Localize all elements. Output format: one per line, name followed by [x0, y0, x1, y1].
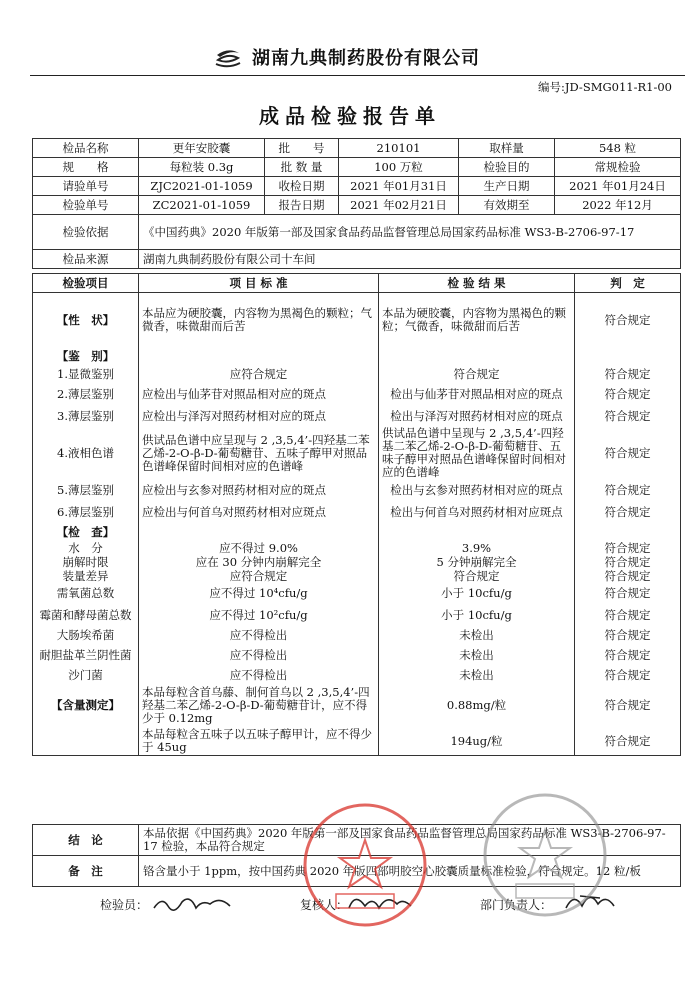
purpose: 常规检验 — [555, 158, 681, 177]
source-label: 检品来源 — [33, 250, 139, 269]
item-cell: 沙门菌 — [33, 667, 139, 683]
basis-label: 检验依据 — [33, 215, 139, 250]
document-number: 编号:JD-SMG011-R1-00 — [538, 80, 672, 94]
result-cell: 小于 10cfu/g — [379, 603, 575, 627]
table-row — [33, 383, 681, 405]
table-row — [33, 643, 681, 667]
standard-cell: 应不得过 10²cfu/g — [139, 603, 379, 627]
item-cell: 大肠埃希菌 — [33, 627, 139, 643]
table-row — [33, 683, 681, 727]
standard-cell: 应检出与仙茅苷对照品相对应的斑点 — [139, 383, 379, 405]
judge-cell: 符合规定 — [575, 501, 681, 523]
judge-cell: 符合规定 — [575, 555, 681, 569]
table-row — [33, 583, 681, 603]
result-cell: 符合规定 — [379, 569, 575, 583]
conclusion-text: 本品依据《中国药典》2020 年版第一部及国家食品药品监督管理总局国家药品标准 WS3-B-2706-97-17 检验，本品符合规定 — [139, 825, 681, 856]
item-cell: 【含量测定】 — [33, 683, 139, 727]
spec-label: 规 格 — [33, 158, 139, 177]
judge-cell: 符合规定 — [575, 405, 681, 427]
result-cell: 未检出 — [379, 667, 575, 683]
item-cell: 3.薄层鉴别 — [33, 405, 139, 427]
standard-cell: 应不得检出 — [139, 667, 379, 683]
judge-cell: 符合规定 — [575, 293, 681, 348]
judge-cell: 符合规定 — [575, 667, 681, 683]
table-row — [33, 523, 681, 541]
table-row — [33, 479, 681, 501]
item-cell: 水 分 — [33, 541, 139, 555]
judge-cell: 符合规定 — [575, 583, 681, 603]
result-cell: 检出与泽泻对照药材相对应的斑点 — [379, 405, 575, 427]
remarks-label: 备 注 — [33, 856, 139, 887]
judge-cell: 符合规定 — [575, 427, 681, 479]
standard-cell: 应不得检出 — [139, 643, 379, 667]
result-cell: 小于 10cfu/g — [379, 583, 575, 603]
result-cell: 0.88mg/粒 — [379, 683, 575, 727]
table-row — [33, 501, 681, 523]
standard-cell — [139, 523, 379, 541]
table-row — [33, 365, 681, 383]
result-cell: 供试品色谱中呈现与 2 ,3,5,4’-四羟基二苯乙烯-2-O-β-D-葡萄糖苷、五味子醇甲对照品色谱峰保留时间相对应的色谱峰 — [379, 427, 575, 479]
item-cell — [33, 727, 139, 756]
judge-cell: 符合规定 — [575, 643, 681, 667]
table-row — [33, 603, 681, 627]
col-item-header: 检验项目 — [33, 274, 139, 293]
batch-label: 批 号 — [265, 139, 339, 158]
expiry: 2022 年12月 — [555, 196, 681, 215]
judge-cell: 符合规定 — [575, 727, 681, 756]
receive-date-label: 收检日期 — [265, 177, 339, 196]
standard-cell: 本品每粒含首乌藤、制何首乌以 2 ,3,5,4’-四羟基二苯乙烯-2-O-β-D-葡萄糖苷计，应不得少于 0.12mg — [139, 683, 379, 727]
standard-cell: 应检出与泽泻对照药材相对应的斑点 — [139, 405, 379, 427]
source: 湖南九典制药股份有限公司十车间 — [139, 250, 681, 269]
judge-cell — [575, 523, 681, 541]
result-cell: 检出与仙茅苷对照品相对应的斑点 — [379, 383, 575, 405]
item-cell: 【鉴 别】 — [33, 347, 139, 365]
test-no: ZC2021-01-1059 — [139, 196, 265, 215]
item-cell: 1.显微鉴别 — [33, 365, 139, 383]
result-cell: 检出与玄参对照药材相对应的斑点 — [379, 479, 575, 501]
col-standard-header: 项 目 标 准 — [139, 274, 379, 293]
standard-cell: 应检出与何首乌对照药材相对应斑点 — [139, 501, 379, 523]
item-cell: 【检 查】 — [33, 523, 139, 541]
report-title: 成品检验报告单 — [259, 104, 441, 128]
reviewer-label: 复核人： — [300, 898, 349, 912]
item-cell: 5.薄层鉴别 — [33, 479, 139, 501]
table-row — [33, 627, 681, 643]
standard-cell: 应不得过 10⁴cfu/g — [139, 583, 379, 603]
judge-cell: 符合规定 — [575, 365, 681, 383]
item-cell: 6.薄层鉴别 — [33, 501, 139, 523]
table-row — [33, 293, 681, 348]
table-row — [33, 347, 681, 365]
result-cell: 符合规定 — [379, 365, 575, 383]
result-cell: 未检出 — [379, 643, 575, 667]
table-row — [33, 541, 681, 555]
inspector-label: 检验员： — [100, 898, 149, 912]
item-cell: 需氧菌总数 — [33, 583, 139, 603]
inspection-seal-icon — [480, 790, 610, 920]
standard-cell: 应符合规定 — [139, 569, 379, 583]
receive-date: 2021 年01月31日 — [339, 177, 459, 196]
standard-cell: 应符合规定 — [139, 365, 379, 383]
item-cell: 【性 状】 — [33, 293, 139, 348]
judge-cell: 符合规定 — [575, 603, 681, 627]
dept-head-label: 部门负责人： — [480, 898, 553, 912]
standard-cell: 应在 30 分钟内崩解完全 — [139, 555, 379, 569]
judge-cell: 符合规定 — [575, 383, 681, 405]
conclusion-label: 结 论 — [33, 825, 139, 856]
request-no: ZJC2021-01-1059 — [139, 177, 265, 196]
result-cell: 检出与何首乌对照药材相对应斑点 — [379, 501, 575, 523]
standard-cell: 应不得过 9.0% — [139, 541, 379, 555]
result-cell: 194ug/粒 — [379, 727, 575, 756]
quality-seal-icon — [300, 800, 430, 930]
item-cell: 2.薄层鉴别 — [33, 383, 139, 405]
standard-cell: 本品应为硬胶囊，内容物为黑褐色的颗粒；气微香，味微甜而后苦 — [139, 293, 379, 348]
table-row — [33, 405, 681, 427]
table-row — [33, 569, 681, 583]
item-cell: 霉菌和酵母菌总数 — [33, 603, 139, 627]
sample-qty: 548 粒 — [555, 139, 681, 158]
result-cell: 3.9% — [379, 541, 575, 555]
prod-date-label: 生产日期 — [459, 177, 555, 196]
item-cell: 崩解时限 — [33, 555, 139, 569]
report-date: 2021 年02月21日 — [339, 196, 459, 215]
inspector-signature-icon — [150, 890, 240, 916]
request-no-label: 请验单号 — [33, 177, 139, 196]
table-row — [33, 427, 681, 479]
table-header-row — [33, 274, 681, 293]
result-cell — [379, 523, 575, 541]
batch-qty-label: 批 数 量 — [265, 158, 339, 177]
judge-cell — [575, 347, 681, 365]
col-result-header: 检 验 结 果 — [379, 274, 575, 293]
table-row — [33, 667, 681, 683]
result-cell — [379, 347, 575, 365]
item-cell: 装量差异 — [33, 569, 139, 583]
col-judge-header: 判 定 — [575, 274, 681, 293]
standard-cell: 应不得检出 — [139, 627, 379, 643]
prod-date: 2021 年01月24日 — [555, 177, 681, 196]
report-date-label: 报告日期 — [265, 196, 339, 215]
product-name: 更年安胶囊 — [139, 139, 265, 158]
header-divider — [30, 75, 685, 76]
judge-cell: 符合规定 — [575, 479, 681, 501]
standard-cell: 供试品色谱中应呈现与 2 ,3,5,4’-四羟基二苯乙烯-2-O-β-D-葡萄糖苷、五味子醇甲对照品色谱峰保留时间相对应的色谱峰 — [139, 427, 379, 479]
expiry-label: 有效期至 — [459, 196, 555, 215]
judge-cell: 符合规定 — [575, 541, 681, 555]
standard-cell: 应检出与玄参对照药材相对应的斑点 — [139, 479, 379, 501]
test-results-table — [32, 273, 681, 756]
report-header — [0, 40, 700, 80]
item-cell: 耐胆盐革兰阴性菌 — [33, 643, 139, 667]
item-cell: 4.液相色谱 — [33, 427, 139, 479]
basis: 《中国药典》2020 年版第一部及国家食品药品监督管理总局国家药品标准 WS3-B-2706-97-17 — [139, 215, 681, 250]
table-row — [33, 555, 681, 569]
purpose-label: 检验目的 — [459, 158, 555, 177]
spec: 每粒装 0.3g — [139, 158, 265, 177]
standard-cell: 本品每粒含五味子以五味子醇甲计，应不得少于 45ug — [139, 727, 379, 756]
company-logo-icon — [214, 46, 242, 68]
product-info-table — [32, 138, 681, 269]
judge-cell: 符合规定 — [575, 683, 681, 727]
batch-qty: 100 万粒 — [339, 158, 459, 177]
result-cell: 5 分钟崩解完全 — [379, 555, 575, 569]
standard-cell — [139, 347, 379, 365]
table-row — [33, 727, 681, 756]
remarks-text: 铬含量小于 1ppm，按中国药典 2020 年版四部明胶空心胶囊质量标准检验，符合规定。12 粒/板 — [139, 856, 681, 887]
sample-qty-label: 取样量 — [459, 139, 555, 158]
judge-cell: 符合规定 — [575, 569, 681, 583]
product-name-label: 检品名称 — [33, 139, 139, 158]
result-cell: 未检出 — [379, 627, 575, 643]
test-no-label: 检验单号 — [33, 196, 139, 215]
result-cell: 本品为硬胶囊，内容物为黑褐色的颗粒；气微香，味微甜而后苦 — [379, 293, 575, 348]
judge-cell: 符合规定 — [575, 627, 681, 643]
batch-number: 210101 — [339, 139, 459, 158]
company-name: 湖南九典制药股份有限公司 — [252, 48, 480, 69]
